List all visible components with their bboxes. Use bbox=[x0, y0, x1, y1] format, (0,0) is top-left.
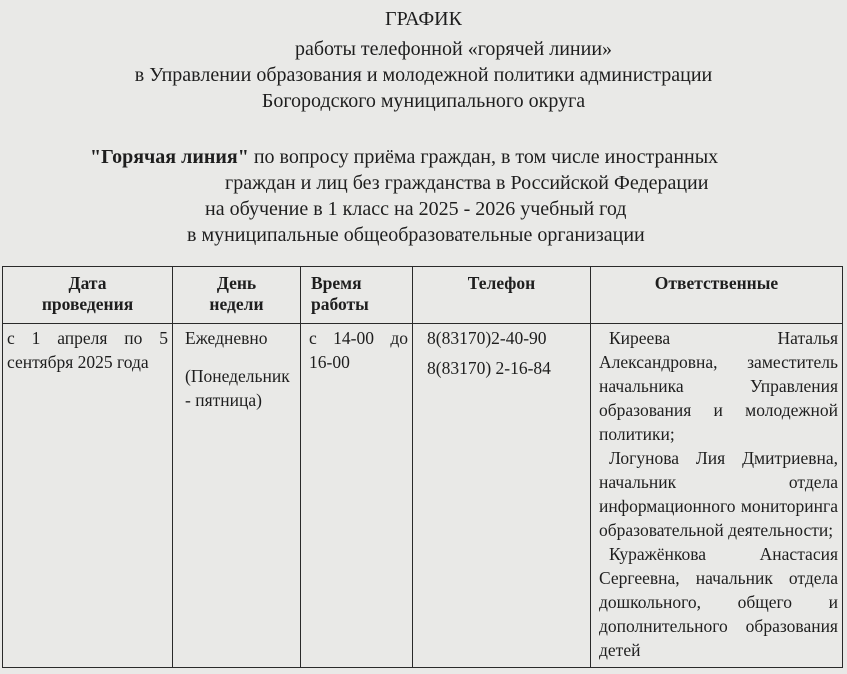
header-phone bbox=[413, 267, 591, 324]
subheading-line-1-rest: по вопросу приёма граждан, в том числе иностранных bbox=[248, 146, 719, 168]
header-date-line-2: проведения bbox=[41, 294, 134, 314]
header-time-line-2: работы bbox=[311, 294, 369, 314]
table-row bbox=[3, 324, 843, 668]
document-title: ГРАФИК bbox=[385, 8, 462, 30]
header-date bbox=[3, 267, 173, 324]
responsible-person-1: Киреева Наталья Александровна, заместитель начальника Управления образования и молодежной политики; bbox=[599, 328, 838, 444]
title-line-2: в Управлении образования и молодежной политики администрации bbox=[134, 64, 713, 86]
phone-number-1: 8(83170)2-40-90 bbox=[427, 328, 547, 348]
header-time bbox=[301, 267, 413, 324]
header-day bbox=[173, 267, 301, 324]
header-responsible-label: Ответственные bbox=[654, 273, 779, 293]
header-date-line-1: Дата bbox=[68, 273, 107, 293]
schedule-table bbox=[2, 266, 843, 668]
header-day-line-1: День bbox=[216, 273, 257, 293]
subheading-line-3: на обучение в 1 класс на 2025 - 2026 учебный год bbox=[205, 198, 627, 220]
title-line-1: работы телефонной «горячей линии» bbox=[294, 38, 613, 60]
subheading-line-2: граждан и лиц без гражданства в Российской Федерации bbox=[225, 172, 709, 194]
header-day-line-2: недели bbox=[209, 294, 264, 314]
day-label: Ежедневно bbox=[185, 328, 268, 348]
cell-responsible bbox=[591, 324, 843, 668]
cell-phone bbox=[413, 324, 591, 668]
title-line-3: Богородского муниципального округа bbox=[261, 90, 586, 112]
header-phone-label: Телефон bbox=[467, 273, 536, 293]
subheading-line-4: в муниципальные общеобразовательные организации bbox=[187, 224, 645, 246]
subheading-line-1 bbox=[90, 146, 718, 168]
hotline-bold-label: "Горячая линия" bbox=[90, 146, 249, 168]
cell-time: с 14-00 до 16-00 bbox=[301, 324, 413, 668]
cell-date: с 1 апреля по 5 сентября 2025 года bbox=[3, 324, 173, 668]
responsible-person-2: Логунова Лия Дмитриевна, начальник отдела информационного мониторинга образовательной деятельности; bbox=[599, 448, 838, 540]
day-note: (Понедельник - пятница) bbox=[185, 366, 290, 410]
responsible-person-3: Куражёнкова Анастасия Сергеевна, начальник отдела дошкольного, общего и дополнительного образования детей bbox=[599, 544, 838, 660]
table-header-row bbox=[3, 267, 843, 324]
header-responsible bbox=[591, 267, 843, 324]
cell-day bbox=[173, 324, 301, 668]
phone-number-2: 8(83170) 2-16-84 bbox=[427, 358, 551, 378]
header-time-line-1: Время bbox=[311, 273, 362, 293]
